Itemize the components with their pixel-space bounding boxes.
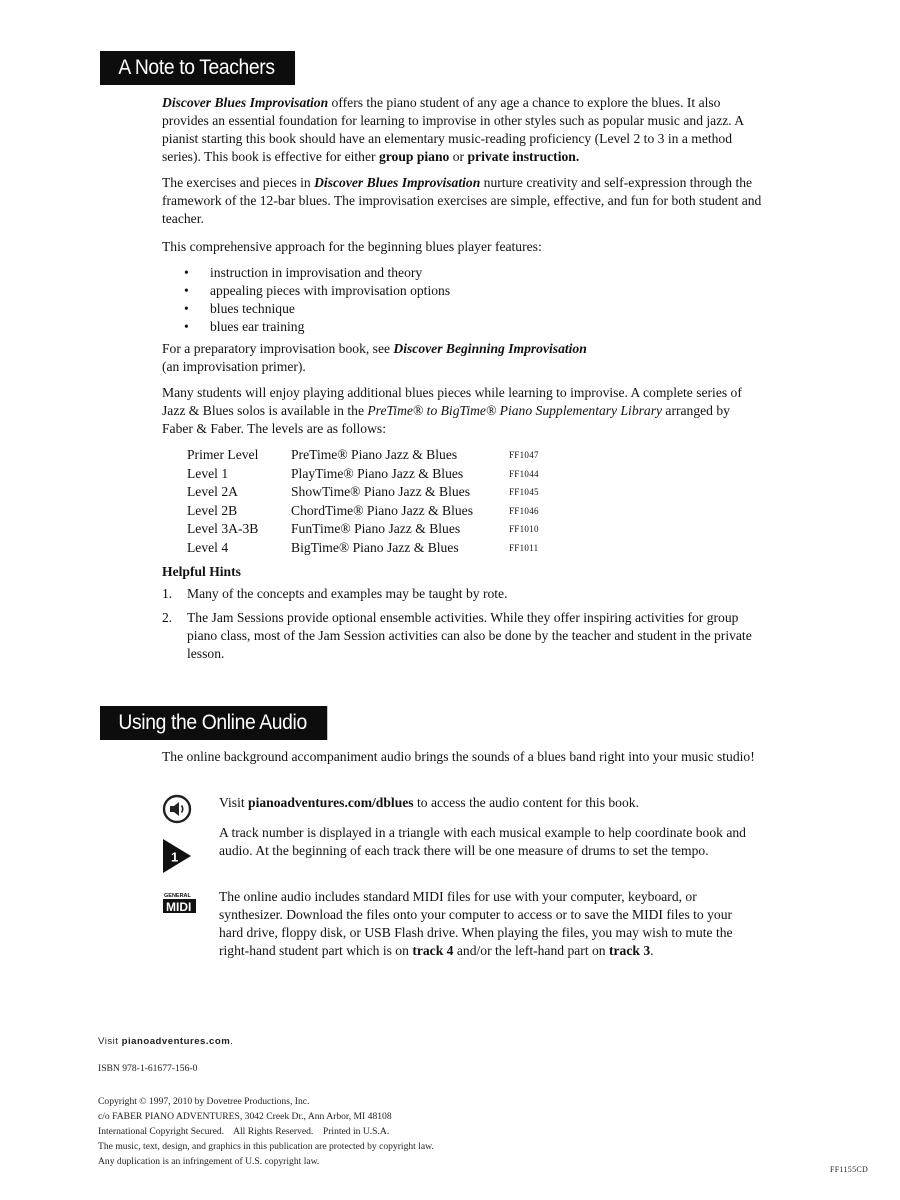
hints-title: Helpful Hints [162, 564, 241, 579]
book-title: Discover Blues Improvisation [162, 95, 329, 110]
hints-list [162, 585, 762, 663]
list-item: • blues ear training [184, 318, 762, 336]
teachers-section [162, 94, 762, 669]
exercises-paragraph: The exercises and pieces in Discover Blues Improvisation nurture creativity and self-expression through the framework of the 12-bar blues. The improvisation exercises are simple, effective, and fun for both student and teacher. [162, 175, 762, 226]
section-header-audio: Using the Online Audio [100, 706, 327, 740]
series-title: PreTime® to BigTime® Piano Supplementary Library [367, 403, 663, 418]
copyright-notice: Copyright © 1997, 2010 by Dovetree Productions, Inc. c/o FABER PIANO ADVENTURES, 3042 Creek Dr., Ann Arbor, MI 48108 International Copyright Secured. All Rights Reserved. Printed in U.S.A. The music, text, design, and graphics in this publication are protected by copyright law. Any duplication is an infringement of U.S. copyright law. [98, 1096, 434, 1167]
product-code: FF1155CD [830, 1165, 869, 1174]
table-row: Level 3A-3B FunTime® Piano Jazz & Blues FF1010 [187, 521, 539, 536]
features-lead: This comprehensive approach for the beginning blues player features: [162, 239, 542, 254]
track-triangle-icon [162, 838, 192, 874]
list-item: • blues technique [184, 300, 762, 318]
audio-url-link[interactable]: pianoadventures.com/dblues [248, 795, 414, 810]
preparatory-paragraph: For a preparatory improvisation book, see Discover Beginning Improvisation (an improvisation primer). [162, 341, 587, 374]
midi-logo-icon [162, 890, 198, 914]
footer-url-link[interactable]: pianoadventures.com [121, 1036, 231, 1047]
speaker-icon [162, 794, 192, 824]
book-title: Discover Blues Improvisation [314, 175, 481, 190]
table-row: Level 4 BigTime® Piano Jazz & Blues FF1011 [187, 539, 539, 555]
table-row: Primer Level PreTime® Piano Jazz & Blues FF1047 [187, 447, 539, 462]
svg-text:GENERAL: GENERAL [164, 893, 191, 899]
svg-text:MIDI: MIDI [166, 900, 192, 914]
footer-visit: Visit pianoadventures.com. [98, 1036, 234, 1047]
list-item: 2. The Jam Sessions provide optional ensemble activities. While they offer inspiring activities for group piano class, most of the Jam Session activities can also be done by the teacher and student in the private lesson. [162, 610, 752, 661]
section-header-teachers: A Note to Teachers [100, 51, 295, 85]
track-number: 1 [171, 849, 179, 865]
intro-paragraph: Discover Blues Improvisation offers the piano student of any age a chance to explore the blues. It also provides an essential foundation for learning to improvise in other styles such as popular music and jazz. A pianist starting this book should have an elementary music-reading proficiency (Level 2 to 3 in a method series). This book is effective for either group piano or private instruction. [162, 95, 744, 164]
isbn: ISBN 978-1-61677-156-0 [98, 1063, 198, 1074]
table-row: Level 2B ChordTime® Piano Jazz & Blues FF1046 [187, 502, 539, 518]
book-title: Discover Beginning Improvisation [393, 341, 587, 356]
levels-table [187, 446, 539, 557]
series-paragraph: Many students will enjoy playing additional blues pieces while learning to improvise. A complete series of Jazz & Blues solos is available in the PreTime® to BigTime® Piano Supplementary Library arranged by Faber & Faber. The levels are as follows: [162, 385, 742, 436]
table-row: Level 2A ShowTime® Piano Jazz & Blues FF1045 [187, 484, 539, 499]
table-row: Level 1 PlayTime® Piano Jazz & Blues FF1044 [187, 465, 539, 481]
list-item: • appealing pieces with improvisation options [184, 282, 762, 300]
list-item: 1. Many of the concepts and examples may be taught by rote. [162, 586, 508, 601]
features-list [162, 264, 762, 336]
audio-intro: The online background accompaniment audio brings the sounds of a blues band right into your music studio! [162, 749, 755, 764]
list-item: • instruction in improvisation and theory [184, 264, 762, 282]
